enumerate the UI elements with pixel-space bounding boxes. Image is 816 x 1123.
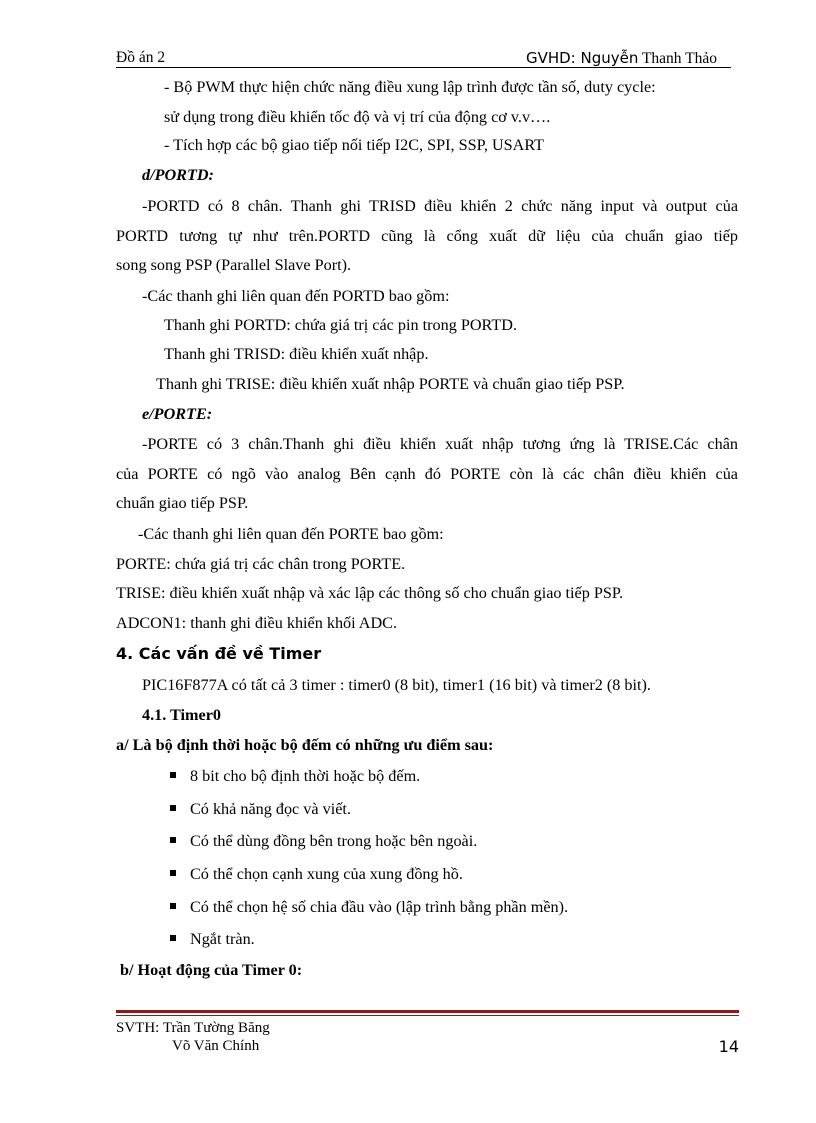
- text-line: -Các thanh ghi liên quan đến PORTE bao gồm:: [138, 525, 444, 543]
- footer-rule-thick: [116, 1010, 739, 1013]
- text-line: Thanh ghi TRISD: điều khiển xuất nhập.: [164, 345, 429, 363]
- subsection-heading-timer0: 4.1. Timer0: [142, 706, 221, 724]
- text-line: sử dụng trong điều khiển tốc độ và vị trí của động cơ v.v….: [164, 108, 551, 126]
- text-line: Thanh ghi PORTD: chứa giá trị các pin trong PORTD.: [164, 316, 518, 334]
- footer-student-1: SVTH: Trần Tường Băng: [116, 1020, 270, 1036]
- bullet-item: [170, 864, 463, 884]
- bullet-item: [170, 831, 477, 851]
- text-line: - Bộ PWM thực hiện chức năng điều xung lập trình được tần số, duty cycle:: [164, 78, 656, 96]
- bullet-text: 8 bit cho bộ định thời hoặc bộ đếm.: [190, 767, 421, 785]
- text-line: PORTE: chứa giá trị các chân trong PORTE.: [116, 555, 406, 573]
- paragraph-heading-advantages: a/ Là bộ định thời hoặc bộ đếm có những ưu điểm sau:: [116, 736, 494, 754]
- bullet-text: Ngắt tràn.: [190, 930, 255, 948]
- text-line: PIC16F877A có tất cả 3 timer : timer0 (8 bit), timer1 (16 bit) và timer2 (8 bit).: [142, 676, 651, 694]
- text-line: song song PSP (Parallel Slave Port).: [116, 256, 352, 274]
- text-line: -PORTD có 8 chân. Thanh ghi TRISD điều khiển 2 chức năng input và output của: [142, 197, 738, 215]
- bullet-item: [170, 799, 351, 819]
- section-heading-portd: d/PORTD:: [142, 166, 214, 184]
- text-line: Thanh ghi TRISE: điều khiển xuất nhập PORTE và chuẩn giao tiếp PSP.: [156, 375, 625, 393]
- page-header: [116, 47, 731, 68]
- bullet-square-icon: [170, 772, 176, 778]
- bullet-square-icon: [170, 837, 176, 843]
- footer-student-2: Võ Văn Chính: [172, 1038, 260, 1054]
- text-line: PORTD tương tự như trên.PORTD cũng là cổng xuất dữ liệu của chuẩn giao tiếp: [116, 227, 738, 245]
- header-right-name: Thanh Thảo: [638, 50, 717, 67]
- footer-rule-thin: [116, 1015, 739, 1016]
- section-heading-timer: 4. Các vấn đề về Timer: [116, 644, 322, 663]
- text-line: -Các thanh ghi liên quan đến PORTD bao gồm:: [142, 287, 450, 305]
- text-line: chuẩn giao tiếp PSP.: [116, 494, 249, 512]
- section-heading-porte: e/PORTE:: [142, 405, 213, 423]
- bullet-text: Có thể dùng đồng bên trong hoặc bên ngoài.: [190, 832, 478, 850]
- text-line: TRISE: điều khiển xuất nhập và xác lập các thông số cho chuẩn giao tiếp PSP.: [116, 584, 624, 602]
- header-right-prefix: GVHD: Nguyễn: [525, 49, 639, 67]
- bullet-square-icon: [170, 935, 176, 941]
- bullet-square-icon: [170, 903, 176, 909]
- text-line: của PORTE có ngõ vào analog Bên cạnh đó PORTE còn là các chân điều khiển của: [116, 465, 738, 483]
- bullet-item: [170, 929, 255, 949]
- page-number: 14: [718, 1037, 739, 1056]
- bullet-text: Có khả năng đọc và viết.: [190, 800, 351, 818]
- bullet-text: Có thể chọn cạnh xung của xung đồng hồ.: [190, 865, 463, 883]
- text-line: ADCON1: thanh ghi điều khiển khối ADC.: [116, 614, 398, 632]
- text-line: -PORTE có 3 chân.Thanh ghi điều khiển xuất nhập tương ứng là TRISE.Các chân: [142, 435, 738, 453]
- bullet-square-icon: [170, 805, 176, 811]
- bullet-item: [170, 766, 420, 786]
- paragraph-heading-operation: b/ Hoạt động của Timer 0:: [120, 961, 303, 979]
- bullet-text: Có thể chọn hệ số chia đầu vào (lập trình bằng phần mền).: [190, 898, 569, 916]
- bullet-square-icon: [170, 870, 176, 876]
- bullet-item: [170, 897, 568, 917]
- header-right: [526, 49, 717, 68]
- text-line: - Tích hợp các bộ giao tiếp nối tiếp I2C, SPI, SSP, USART: [164, 136, 545, 154]
- header-left: Đồ án 2: [116, 49, 166, 66]
